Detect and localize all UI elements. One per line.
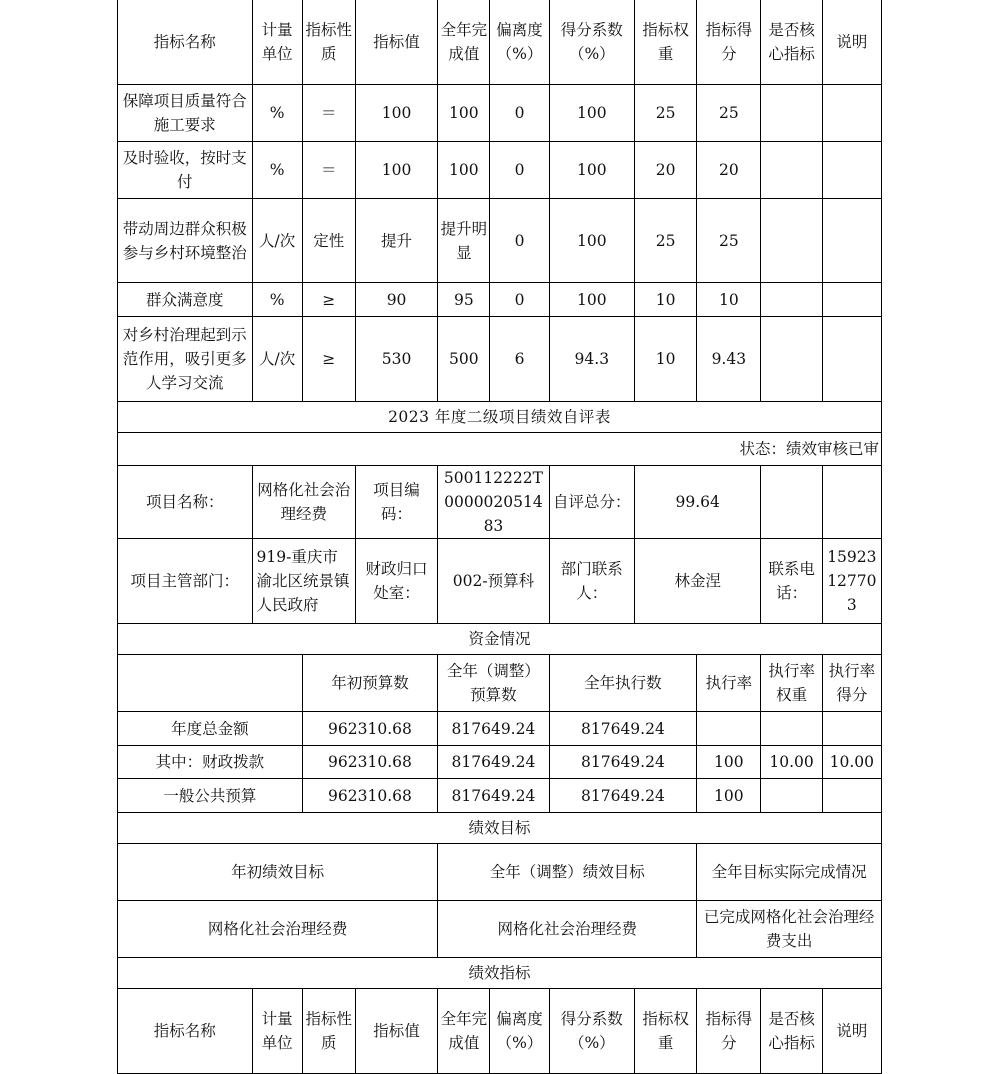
- funds-initial: 962310.68: [302, 779, 438, 813]
- funds-rate-score: [822, 779, 881, 813]
- goals-row: [118, 901, 882, 958]
- indicator-coef: 100: [549, 142, 634, 199]
- funds-label: 其中：财政拨款: [118, 746, 303, 779]
- dept-name: 919-重庆市渝北区统景镇人民政府: [252, 539, 355, 624]
- header-note: 说明: [822, 0, 881, 85]
- funds-initial: 962310.68: [302, 712, 438, 746]
- funds-header-rate: 执行率: [697, 655, 761, 712]
- header-completed: 全年完成值: [438, 0, 490, 85]
- empty-cell: [822, 466, 881, 539]
- header-note: 说明: [822, 989, 881, 1074]
- header-deviation: 偏离度（%）: [490, 989, 549, 1074]
- indicator-unit: %: [252, 142, 302, 199]
- funds-executed: 817649.24: [549, 746, 697, 779]
- header-core: 是否核心指标: [761, 989, 822, 1074]
- dept-label: 项目主管部门：: [118, 539, 253, 624]
- goals-section-title: 绩效目标: [118, 813, 882, 844]
- indicator-unit: 人/次: [252, 317, 302, 402]
- indicator-weight: 25: [634, 199, 696, 283]
- indicator-deviation: 0: [490, 142, 549, 199]
- funds-header-executed: 全年执行数: [549, 655, 697, 712]
- indicator-note: [822, 317, 881, 402]
- header-completed: 全年完成值: [438, 989, 490, 1074]
- header-score: 指标得分: [697, 0, 761, 85]
- indicator-weight: 10: [634, 283, 696, 317]
- header-name: 指标名称: [118, 989, 253, 1074]
- indicator-unit: %: [252, 283, 302, 317]
- indicator-weight: 25: [634, 85, 696, 142]
- office-name: 002-预算科: [438, 539, 549, 624]
- indicator-deviation: 0: [490, 283, 549, 317]
- goals-header-row: [118, 844, 882, 901]
- indicator-score: 25: [697, 199, 761, 283]
- indicator-deviation: 0: [490, 85, 549, 142]
- department-row: [118, 539, 882, 624]
- indicator-score: 20: [697, 142, 761, 199]
- header-name: 指标名称: [118, 0, 253, 85]
- funds-rate-weight: [761, 712, 822, 746]
- funds-rate: 100: [697, 746, 761, 779]
- indicator-nature: ＝: [302, 85, 355, 142]
- indicator-score: 10: [697, 283, 761, 317]
- indicator-weight: 20: [634, 142, 696, 199]
- funds-section-title: 资金情况: [118, 624, 882, 655]
- indicator-core: [761, 85, 822, 142]
- indicator-completed: 500: [438, 317, 490, 402]
- indicator-value: 530: [355, 317, 437, 402]
- goals-header-adjusted: 全年（调整）绩效目标: [438, 844, 697, 901]
- indicator-name: 保障项目质量符合施工要求: [118, 85, 253, 142]
- header-value: 指标值: [355, 0, 437, 85]
- indicator-header-row: [118, 989, 882, 1074]
- indicator-core: [761, 283, 822, 317]
- funds-rate-score: 10.00: [822, 746, 881, 779]
- funds-header-initial: 年初预算数: [302, 655, 438, 712]
- indicators-section-title: 绩效指标: [118, 958, 882, 989]
- goals-actual: 已完成网格化社会治理经费支出: [697, 901, 882, 958]
- indicator-completed: 100: [438, 142, 490, 199]
- table-row: [118, 199, 882, 283]
- header-nature: 指标性质: [302, 989, 355, 1074]
- funds-rate-weight: [761, 779, 822, 813]
- indicator-completed: 提升明显: [438, 199, 490, 283]
- table-row: [118, 283, 882, 317]
- indicator-completed: 100: [438, 85, 490, 142]
- total-score-label: 自评总分：: [549, 466, 634, 539]
- funds-rate: [697, 712, 761, 746]
- indicator-name: 及时验收，按时支付: [118, 142, 253, 199]
- indicator-deviation: 6: [490, 317, 549, 402]
- table-row: [118, 746, 882, 779]
- table-title: 2023 年度二级项目绩效自评表: [118, 402, 882, 433]
- funds-rate: 100: [697, 779, 761, 813]
- indicator-coef: 100: [549, 283, 634, 317]
- indicator-name: 带动周边群众积极参与乡村环境整治: [118, 199, 253, 283]
- project-name-label: 项目名称：: [118, 466, 253, 539]
- project-code-label: 项目编码：: [355, 466, 437, 539]
- status-text: 状态：绩效审核已审: [118, 433, 882, 466]
- header-deviation: 偏离度（%）: [490, 0, 549, 85]
- indicator-nature: 定性: [302, 199, 355, 283]
- total-score: 99.64: [634, 466, 760, 539]
- table-row: [118, 142, 882, 199]
- indicator-coef: 94.3: [549, 317, 634, 402]
- table-row: [118, 85, 882, 142]
- indicator-core: [761, 199, 822, 283]
- empty-cell: [118, 655, 303, 712]
- indicator-coef: 100: [549, 85, 634, 142]
- indicator-core: [761, 142, 822, 199]
- empty-cell: [761, 466, 822, 539]
- goals-adjusted: 网格化社会治理经费: [438, 901, 697, 958]
- indicator-note: [822, 85, 881, 142]
- project-code: 500112222T000002051483: [438, 466, 549, 539]
- table-row: [118, 712, 882, 746]
- indicator-score: 9.43: [697, 317, 761, 402]
- header-unit: 计量单位: [252, 989, 302, 1074]
- indicator-note: [822, 199, 881, 283]
- indicator-weight: 10: [634, 317, 696, 402]
- indicator-value: 90: [355, 283, 437, 317]
- indicator-value: 提升: [355, 199, 437, 283]
- funds-label: 一般公共预算: [118, 779, 303, 813]
- header-value: 指标值: [355, 989, 437, 1074]
- indicator-score: 25: [697, 85, 761, 142]
- funds-adjusted: 817649.24: [438, 712, 549, 746]
- contact-label: 部门联系人：: [549, 539, 634, 624]
- goals-initial: 网格化社会治理经费: [118, 901, 438, 958]
- phone-number: 15923127703: [822, 539, 881, 624]
- indicator-name: 群众满意度: [118, 283, 253, 317]
- header-coef: 得分系数（%）: [549, 0, 634, 85]
- funds-rate-weight: 10.00: [761, 746, 822, 779]
- funds-header-rate-score: 执行率得分: [822, 655, 881, 712]
- header-score: 指标得分: [697, 989, 761, 1074]
- funds-adjusted: 817649.24: [438, 746, 549, 779]
- funds-label: 年度总金额: [118, 712, 303, 746]
- indicator-name: 对乡村治理起到示范作用，吸引更多人学习交流: [118, 317, 253, 402]
- header-weight: 指标权重: [634, 0, 696, 85]
- phone-label: 联系电话：: [761, 539, 822, 624]
- performance-table: [117, 0, 882, 1074]
- project-name: 网格化社会治理经费: [252, 466, 355, 539]
- funds-header-adjusted: 全年（调整）预算数: [438, 655, 549, 712]
- goals-section-row: [118, 813, 882, 844]
- header-nature: 指标性质: [302, 0, 355, 85]
- funds-header-row: [118, 655, 882, 712]
- indicator-value: 100: [355, 85, 437, 142]
- indicator-nature: ≥: [302, 317, 355, 402]
- indicators-section-row: [118, 958, 882, 989]
- indicator-coef: 100: [549, 199, 634, 283]
- table-row: [118, 779, 882, 813]
- indicator-completed: 95: [438, 283, 490, 317]
- header-unit: 计量单位: [252, 0, 302, 85]
- funds-adjusted: 817649.24: [438, 779, 549, 813]
- table-row: [118, 317, 882, 402]
- goals-header-actual: 全年目标实际完成情况: [697, 844, 882, 901]
- funds-executed: 817649.24: [549, 779, 697, 813]
- indicator-note: [822, 142, 881, 199]
- office-label: 财政归口处室：: [355, 539, 437, 624]
- indicator-header-row: [118, 0, 882, 85]
- indicator-unit: %: [252, 85, 302, 142]
- title-row: [118, 402, 882, 433]
- header-coef: 得分系数（%）: [549, 989, 634, 1074]
- funds-header-rate-weight: 执行率权重: [761, 655, 822, 712]
- indicator-nature: ≥: [302, 283, 355, 317]
- funds-executed: 817649.24: [549, 712, 697, 746]
- indicator-nature: ＝: [302, 142, 355, 199]
- header-core: 是否核心指标: [761, 0, 822, 85]
- funds-section-row: [118, 624, 882, 655]
- indicator-core: [761, 317, 822, 402]
- project-info-row: [118, 466, 882, 539]
- status-row: [118, 433, 882, 466]
- goals-header-initial: 年初绩效目标: [118, 844, 438, 901]
- funds-initial: 962310.68: [302, 746, 438, 779]
- indicator-unit: 人/次: [252, 199, 302, 283]
- funds-rate-score: [822, 712, 881, 746]
- header-weight: 指标权重: [634, 989, 696, 1074]
- indicator-value: 100: [355, 142, 437, 199]
- indicator-note: [822, 283, 881, 317]
- contact-name: 林金涅: [634, 539, 760, 624]
- indicator-deviation: 0: [490, 199, 549, 283]
